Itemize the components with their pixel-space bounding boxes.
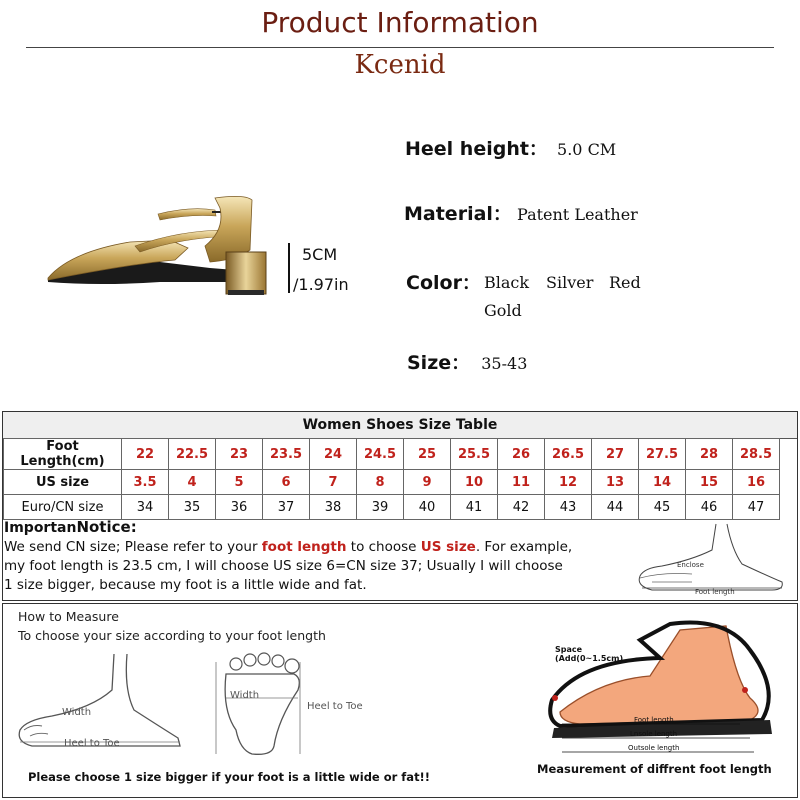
size-table-grid [3, 438, 780, 520]
fit-diagram-caption: Measurement of diffrent foot length [537, 762, 772, 776]
size-advice-note: Please choose 1 size bigger if your foot is a little wide or fat!! [28, 770, 431, 784]
table-cell: 23.5 [263, 439, 310, 470]
table-cell: 24 [310, 439, 357, 470]
table-row-us-size [4, 470, 780, 495]
table-cell: 24.5 [357, 439, 404, 470]
table-cell: 14 [639, 470, 686, 495]
table-cell: 10 [451, 470, 498, 495]
table-cell: 46 [686, 495, 733, 520]
table-row-foot-length [4, 439, 780, 470]
table-cell: 9 [404, 470, 451, 495]
foot-length-label: Foot length [695, 588, 735, 596]
spec-color [406, 268, 481, 295]
spec-size-value: 35-43 [481, 354, 528, 373]
title-divider [26, 47, 774, 48]
table-cell: 7 [310, 470, 357, 495]
shoe-fit-diagram [540, 620, 790, 760]
foot-side-illustration [632, 520, 792, 596]
svg-text:Heel to Toe: Heel to Toe [64, 738, 120, 749]
spec-size [407, 348, 527, 375]
spec-heel-value: 5.0 CM [557, 140, 617, 159]
color-option-black: Black [484, 273, 530, 292]
notice-text [4, 518, 624, 595]
table-cell: 47 [733, 495, 780, 520]
table-cell: 35 [169, 495, 216, 520]
table-cell: 27.5 [639, 439, 686, 470]
notice-line-3: 1 size bigger, because my foot is a little wide and fat. [4, 577, 367, 593]
table-cell: 13 [592, 470, 639, 495]
svg-text:Space: Space [555, 645, 583, 654]
table-cell: 43 [545, 495, 592, 520]
table-cell: 42 [498, 495, 545, 520]
table-cell: 37 [263, 495, 310, 520]
table-cell: 45 [639, 495, 686, 520]
table-cell: 12 [545, 470, 592, 495]
row-label: Euro/CN size [4, 495, 122, 520]
notice-line-1: We send CN size; Please refer to your foot length to choose US size. For example, [4, 539, 573, 555]
table-cell: 44 [592, 495, 639, 520]
table-cell: 16 [733, 470, 780, 495]
notice-title: ImportanNotice: [4, 518, 137, 536]
table-cell: 15 [686, 470, 733, 495]
table-cell: 28.5 [733, 439, 780, 470]
svg-text:Lnsole length: Lnsole length [630, 730, 678, 738]
table-cell: 28 [686, 439, 733, 470]
svg-text:Width: Width [62, 707, 92, 718]
table-cell: 27 [592, 439, 639, 470]
size-table-title: Women Shoes Size Table [3, 412, 797, 439]
table-cell: 26.5 [545, 439, 592, 470]
color-option-gold: Gold [484, 301, 522, 320]
shoe-image [40, 190, 290, 310]
table-cell: 26 [498, 439, 545, 470]
table-cell: 36 [216, 495, 263, 520]
svg-text:(Add(0~1.5cm): (Add(0~1.5cm) [555, 654, 624, 663]
heel-height-cm: 5CM [302, 245, 338, 264]
table-cell: 40 [404, 495, 451, 520]
table-cell: 25 [404, 439, 451, 470]
spec-size-label: Size： [407, 352, 471, 374]
how-to-measure-subtitle: To choose your size according to your foot length [18, 628, 326, 643]
table-cell: 25.5 [451, 439, 498, 470]
table-cell: 3.5 [122, 470, 169, 495]
table-row-euro-cn-size [4, 495, 780, 520]
height-dimension-line [288, 243, 290, 293]
table-cell: 23 [216, 439, 263, 470]
table-cell: 5 [216, 470, 263, 495]
table-cell: 22 [122, 439, 169, 470]
table-cell: 34 [122, 495, 169, 520]
spec-material [404, 199, 638, 226]
foot-side-measure-illustration [12, 650, 187, 755]
table-cell: 22.5 [169, 439, 216, 470]
svg-text:Heel to Toe: Heel to Toe [307, 701, 363, 712]
table-cell: 4 [169, 470, 216, 495]
notice-line-2: my foot length is 23.5 cm, I will choose US size 6=CN size 37; Usually I will choose [4, 558, 563, 574]
color-option-red: Red [609, 273, 641, 292]
table-cell: 38 [310, 495, 357, 520]
brand-name: Kcenid [354, 50, 446, 80]
row-label: US size [4, 470, 122, 495]
spec-color-label: Color： [406, 272, 481, 294]
enclose-label: Enclose [677, 561, 704, 569]
color-option-silver: Silver [546, 273, 594, 292]
table-cell: 11 [498, 470, 545, 495]
spec-heel-label: Heel height： [405, 138, 548, 160]
spec-material-label: Material： [404, 203, 512, 225]
page-title: Product Information [261, 6, 539, 39]
table-cell: 41 [451, 495, 498, 520]
spec-material-value: Patent Leather [517, 205, 638, 224]
svg-text:Width: Width [230, 690, 260, 701]
table-cell: 39 [357, 495, 404, 520]
svg-text:Outsole length: Outsole length [628, 744, 680, 752]
table-cell: 8 [357, 470, 404, 495]
svg-text:Foot length: Foot length [634, 716, 674, 724]
spec-heel-height [405, 134, 616, 161]
table-cell: 6 [263, 470, 310, 495]
heel-height-in: /1.97in [293, 275, 349, 294]
foot-top-measure-illustration [212, 650, 392, 760]
how-to-measure-title: How to Measure [18, 609, 119, 624]
row-label: Foot Length(cm) [4, 439, 122, 470]
